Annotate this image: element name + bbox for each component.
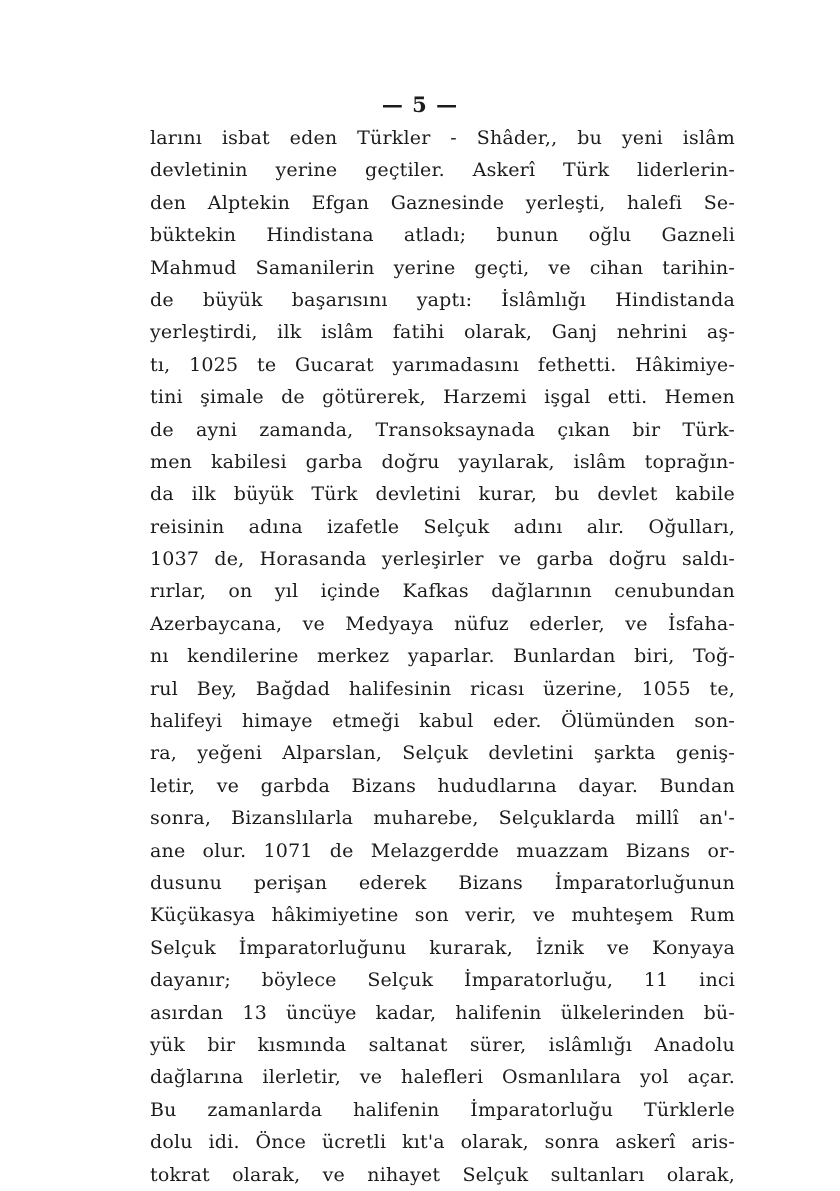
text-line: reisinin adına izafetle Selçuk adını alır. Oğulları,: [150, 515, 735, 538]
text-line: Bu zamanlarda halifenin İmparatorluğu Türklerle: [150, 1098, 735, 1121]
text-line: men kabilesi garba doğru yayılarak, islâm toprağın-: [150, 450, 735, 473]
text-line: de ayni zamanda, Transoksaynada çıkan bir Türk-: [150, 418, 735, 441]
text-line: dolu idi. Önce ücretli kıt'a olarak, sonra askerî aris-: [150, 1131, 735, 1154]
text-line: nı kendilerine merkez yaparlar. Bunlardan biri, Toğ-: [150, 645, 735, 668]
text-line: letir, ve garbda Bizans hududlarına dayar. Bundan: [150, 774, 735, 797]
text-line: den Alptekin Efgan Gaznesinde yerleşti, halefi Se-: [150, 191, 735, 214]
body-text: [150, 122, 735, 1191]
text-line: devletinin yerine geçtiler. Askerî Türk liderlerin-: [150, 159, 735, 182]
text-line: de büyük başarısını yaptı: İslâmlığı Hindistanda: [150, 288, 735, 311]
text-line: ane olur. 1071 de Melazgerdde muazzam Bizans or-: [150, 839, 735, 862]
text-line: dusunu perişan ederek Bizans İmparatorluğunun: [150, 871, 735, 894]
text-line: büktekin Hindistana atladı; bunun oğlu Gazneli: [150, 224, 735, 247]
text-line: yerleştirdi, ilk islâm fatihi olarak, Ganj nehrini aş-: [150, 321, 735, 344]
text-line: tı, 1025 te Gucarat yarımadasını fethetti. Hâkimiye-: [150, 353, 735, 376]
text-line: Mahmud Samanilerin yerine geçti, ve cihan tarihin-: [150, 256, 735, 279]
text-line: halifeyi himaye etmeği kabul eder. Ölümünden son-: [150, 710, 735, 733]
text-line: yük bir kısmında saltanat sürer, islâmlığı Anadolu: [150, 1033, 735, 1056]
text-line: rırlar, on yıl içinde Kafkas dağlarının cenubundan: [150, 580, 735, 603]
text-line: Selçuk İmparatorluğunu kurarak, İznik ve Konyaya: [150, 936, 735, 959]
text-line: dağlarına ilerletir, ve halefleri Osmanlılara yol açar.: [150, 1066, 735, 1089]
text-line: Azerbaycana, ve Medyaya nüfuz ederler, ve İsfaha-: [150, 612, 735, 635]
page-number: — 5 —: [381, 92, 459, 117]
text-line: tokrat olarak, ve nihayet Selçuk sultanları olarak,: [150, 1163, 735, 1186]
text-line: dayanır; böylece Selçuk İmparatorluğu, 11 inci: [150, 969, 735, 992]
text-line: sonra, Bizanslılarla muharebe, Selçuklarda millî an'-: [150, 807, 735, 830]
text-line: rul Bey, Bağdad halifesinin ricası üzerine, 1055 te,: [150, 677, 735, 700]
text-line: tini şimale de götürerek, Harzemi işgal etti. Hemen: [150, 386, 735, 409]
text-line: Küçükasya hâkimiyetine son verir, ve muhteşem Rum: [150, 904, 735, 927]
text-line: asırdan 13 üncüye kadar, halifenin ülkelerinden bü-: [150, 1001, 735, 1024]
text-line: da ilk büyük Türk devletini kurar, bu devlet kabile: [150, 483, 735, 506]
text-line: larını isbat eden Türkler - Shâder,, bu yeni islâm: [150, 127, 735, 149]
text-line: ra, yeğeni Alparslan, Selçuk devletini şarkta geniş-: [150, 742, 735, 765]
text-line: 1037 de, Horasanda yerleşirler ve garba doğru saldı-: [150, 548, 735, 571]
